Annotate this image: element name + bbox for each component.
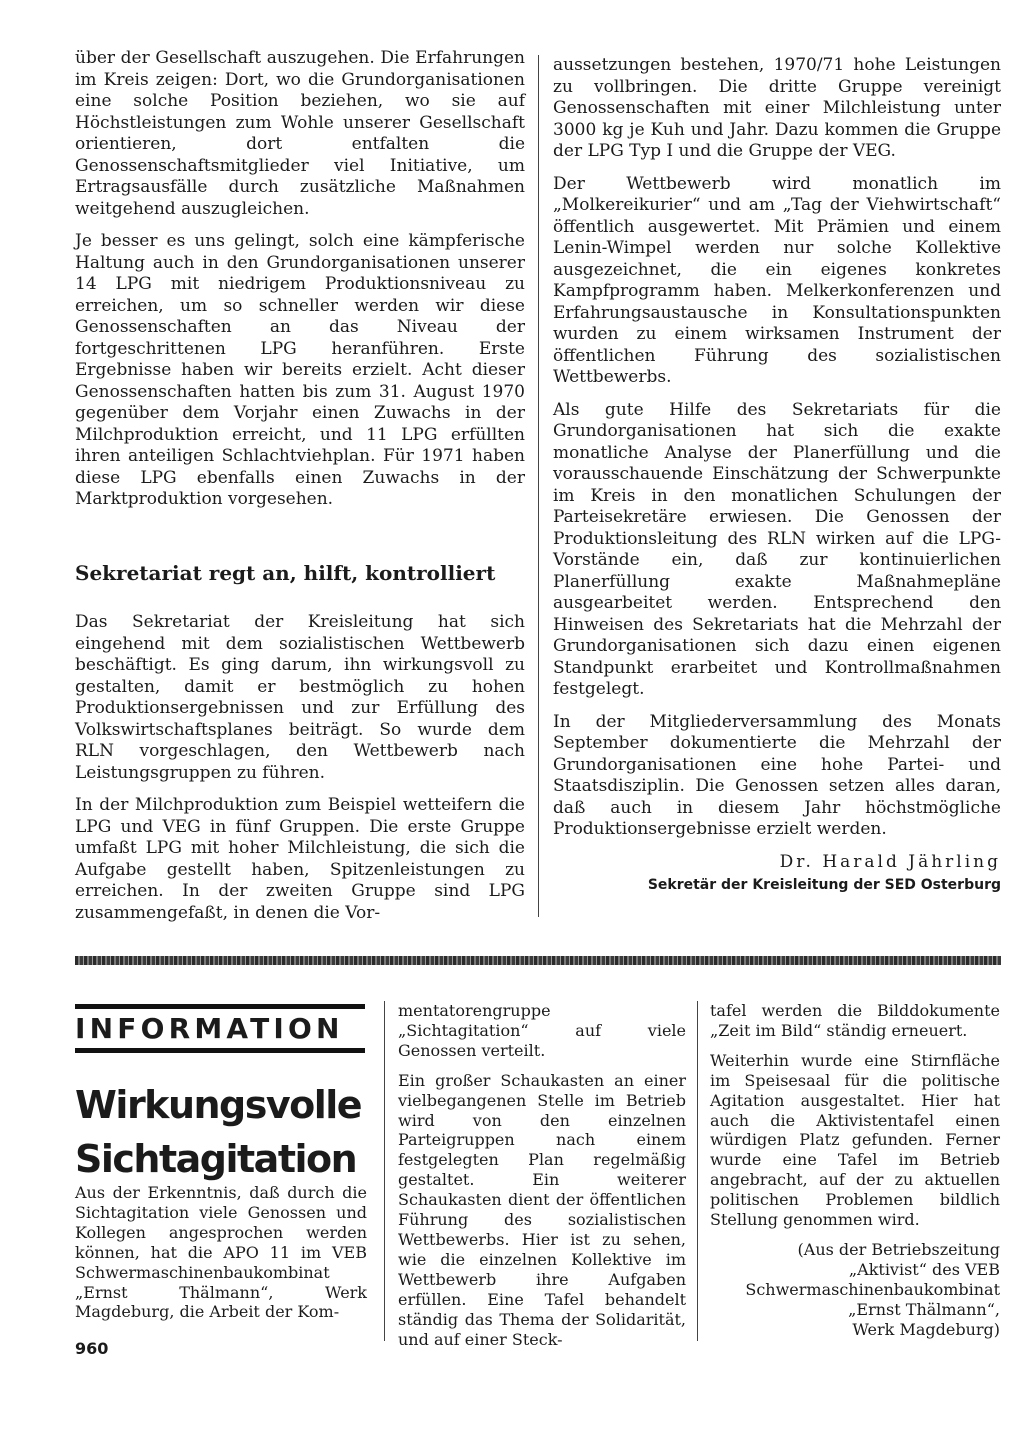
section-heading: Sekretariat regt an, hilft, kontrolliert	[75, 560, 496, 585]
author-name: Dr. Harald Jährling	[779, 851, 1001, 872]
source-citation	[710, 1240, 1000, 1340]
paragraph: In der Milchproduktion zum Beispiel wetteifern die LPG und VEG in fünf Gruppen. Die erste Gruppe umfaßt LPG mit hoher Milchleistung, die sich die Aufgabe gestellt haben, Spitzenleistungen zu erreichen. In der zweiten Gruppe sind LPG zusammengefaßt, in denen die Vor-	[75, 795, 525, 923]
information-column-2	[398, 1001, 686, 1359]
paragraph: Weiterhin wurde eine Stirnfläche im Speisesaal für die politische Agitation ausgestaltet. Hier hat auch die Aktivistentafel einen würdigen Platz gefunden. Ferner wurde eine Tafel im Betrieb angebracht, auf der zu aktuellen politischen Problemen bildlich Stellung genommen wird.	[710, 1050, 1000, 1230]
section-divider	[75, 956, 1001, 965]
source-line: (Aus der Betriebszeitung	[797, 1239, 1000, 1259]
paragraph: über der Gesellschaft auszugehen. Die Erfahrungen im Kreis zeigen: Dort, wo die Grundorganisationen eine solche Position beziehen, wo sie auf Höchstleistungen zum Wohle unserer Gesellschaft orientieren, dort entfalten die Genossenschaftsmitglieder viel Initiative, um Ertragsausfälle durch zusätzliche Maßnahmen weitgehend auszugleichen.	[75, 48, 525, 219]
article-column-right	[553, 55, 1001, 897]
paragraph: tafel werden die Bilddokumente „Zeit im Bild“ ständig erneuert.	[710, 1001, 1000, 1040]
information-label: INFORMATION	[75, 1004, 365, 1053]
paragraph: Als gute Hilfe des Sekretariats für die Grundorganisationen hat sich die exakte monatliche Analyse der Planerfüllung und die vorausschauende Einschätzung der Schwerpunkte im Kreis in den monatlichen Schulungen der Parteisekretäre erwiesen. Die Genossen der Produktionsleitung des RLN wirken auf die LPG-Vorstände ein, daß zur kontinuierlichen Planerfüllung exakte Maßnahmepläne ausgearbeitet werden. Entsprechend den Hinweisen des Sekretariats hat die Mehrzahl der Grundorganisationen sich dazu einen eigenen Standpunkt erarbeitet und Kontrollmaßnahmen festgelegt.	[553, 399, 1001, 699]
column-divider	[384, 1001, 385, 1341]
page-number: 960	[75, 1339, 109, 1358]
paragraph: Ein großer Schaukasten an einer vielbegangenen Stelle im Betrieb wird von den einzelnen Parteigruppen nach einem festgelegten Plan regelmäßig gestaltet. Ein weiterer Schaukasten dient der öffentlichen Führung des sozialistischen Wettbewerbs. Hier ist zu sehen, wie die einzelnen Kollektive im Wettbewerb ihre Aufgaben erfüllen. Eine Tafel behandelt ständig das Thema der Solidarität, und auf einer Steck-	[398, 1070, 686, 1349]
source-line: Werk Magdeburg)	[852, 1319, 1000, 1339]
paragraph: aussetzungen bestehen, 1970/71 hohe Leistungen zu vollbringen. Die dritte Gruppe vereinigt Genossenschaften mit einer Milchleistung unter 3000 kg je Kuh und Jahr. Dazu kommen die Gruppe der LPG Typ I und die Gruppe der VEG.	[553, 55, 1001, 161]
paragraph: mentatorengruppe „Sichtagitation“ auf viele Genossen verteilt.	[398, 1001, 686, 1060]
source-line: Schwermaschinenbaukombinat	[745, 1279, 1000, 1299]
column-divider	[538, 55, 539, 917]
headline-line: Sichtagitation	[75, 1137, 357, 1181]
article-column-left	[75, 48, 525, 935]
paragraph: Je besser es uns gelingt, solch eine kämpferische Haltung auch in den Grundorganisationen unserer 14 LPG mit niedrigem Produktionsniveau zu erreichen, um so schneller werden wir diese Genossenschaften an das Niveau der fortgeschrittenen LPG heranführen. Erste Ergebnisse haben wir bereits erzielt. Acht dieser Genossenschaften hatten bis zum 31. August 1970 gegenüber dem Vorjahr einen Zuwachs in der Milchproduktion erreicht, und 11 LPG erfüllten ihren anteiligen Schlachtviehplan. Für 1971 haben diese LPG ebenfalls einen Zuwachs in der Marktproduktion vorgesehen.	[75, 231, 525, 509]
paragraph: Das Sekretariat der Kreisleitung hat sich eingehend mit dem sozialistischen Wettbewerb beschäftigt. Es ging darum, ihn wirkungsvoll zu gestalten, damit er bestmöglich zu hohen Produktionsergebnissen und zur Erfüllung des Volkswirtschaftsplanes beiträgt. So wurde dem RLN vorgeschlagen, den Wettbewerb nach Leistungsgruppen zu führen.	[75, 612, 525, 783]
paragraph: Aus der Erkenntnis, daß durch die Sichtagitation viele Genossen und Kollegen angesprochen werden können, hat die APO 11 im VEB Schwermaschinenbaukombinat „Ernst Thälmann“, Werk Magdeburg, die Arbeit der Kom-	[75, 1183, 367, 1322]
information-headline	[75, 1078, 375, 1186]
paragraph: Der Wettbewerb wird monatlich im „Molkereikurier“ und am „Tag der Viehwirtschaft“ öffentlich ausgewertet. Mit Prämien und einem Lenin-Wimpel werden nur solche Kollektive ausgezeichnet, die ein eigenes konkretes Kampfprogramm haben. Melkerkonferenzen und Erfahrungsaustausche in Konsultationspunkten wurden zu einem wirksamen Instrument der öffentlichen Führung des sozialistischen Wettbewerbs.	[553, 173, 1001, 387]
headline-line: Wirkungsvolle	[75, 1083, 362, 1127]
source-line: „Ernst Thälmann“,	[848, 1299, 1000, 1319]
paragraph: In der Mitgliederversammlung des Monats September dokumentierte die Mehrzahl der Grundorganisationen eine hohe Partei- und Staatsdisziplin. Die Genossen setzen alles daran, daß auch in diesem Jahr höchstmögliche Produktionsergebnisse erzielt werden.	[553, 711, 1001, 839]
information-column-3	[710, 1001, 1000, 1340]
source-line: „Aktivist“ des VEB	[848, 1259, 1000, 1279]
author-role: Sekretär der Kreisleitung der SED Osterburg	[647, 877, 1001, 893]
column-divider	[697, 1001, 698, 1341]
information-column-1	[75, 1183, 367, 1332]
